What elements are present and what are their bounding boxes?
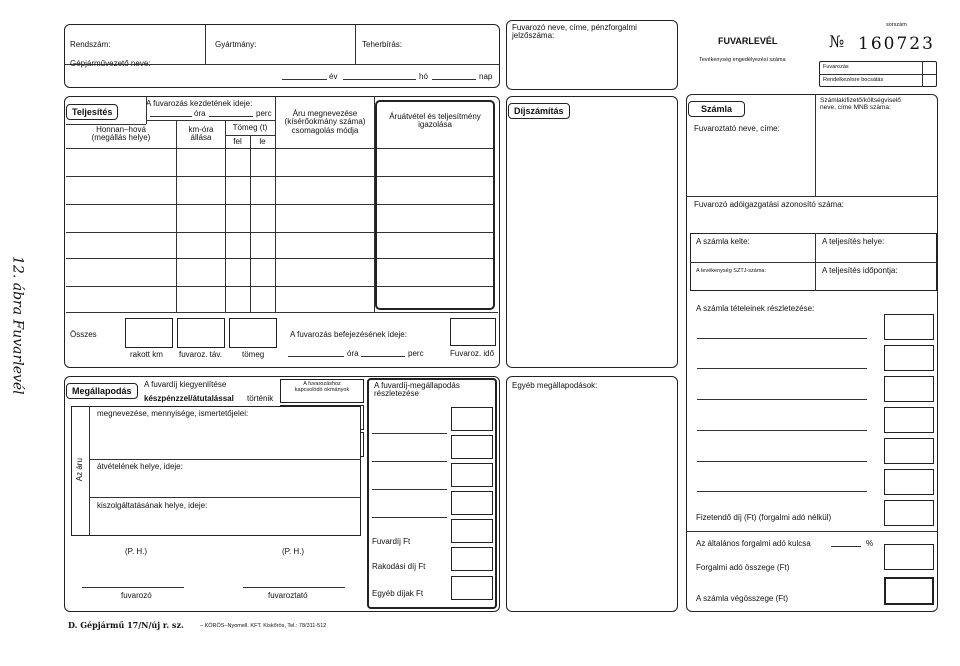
end-time-label: A fuvarozás befejezésének ideje: bbox=[290, 330, 407, 339]
reszl-box-3 bbox=[451, 463, 493, 487]
doc-title: FUVARLEVÉL bbox=[718, 36, 778, 46]
kelte-label: A számla kelte: bbox=[696, 237, 750, 246]
ho-label: hó bbox=[419, 72, 428, 81]
teljesites-helye-label: A teljesítés helye: bbox=[822, 237, 885, 246]
atvetel-box bbox=[375, 100, 495, 310]
license-label: Tevékenység engedélyezési száma bbox=[699, 57, 786, 63]
tetel-box-4 bbox=[884, 407, 934, 433]
footer-printer: – KÖRÖS–Nyomell. KFT. Kiskőrös, Tel.: 78/311-512 bbox=[200, 623, 327, 629]
carrier-label: Fuvarozó neve, címe, pénzforgalmi jelzőszáma: bbox=[512, 23, 637, 41]
teljesites-title: Teljesítés bbox=[66, 104, 118, 120]
rakodasi-box bbox=[451, 547, 493, 571]
tomeg-header: Tömeg (t) bbox=[232, 123, 268, 132]
vegosszeg-label: A számla végösszege (Ft) bbox=[696, 594, 789, 603]
fel-header: fel bbox=[233, 137, 242, 146]
honnan-header: Honnan–hová (megállás helye) bbox=[91, 125, 151, 143]
ev-label: év bbox=[329, 72, 338, 81]
rakott-km-label: rakott km bbox=[130, 350, 163, 359]
kiegyenlites-label: A fuvardíj kiegyenlítése bbox=[144, 380, 227, 389]
tetel-box-5 bbox=[884, 438, 934, 464]
aru-header: Áru megnevezése (kísérőokmány száma) csomagolás módja bbox=[284, 109, 366, 135]
teherbiras-label: Teherbírás: bbox=[362, 40, 403, 49]
start-ora: óra bbox=[194, 109, 206, 118]
fuvaroztato-signature: fuvaroztató bbox=[268, 591, 308, 600]
number-symbol: № bbox=[829, 32, 845, 51]
kiszolgaltatas-label: kiszolgáltatásának helye, ideje: bbox=[97, 501, 208, 510]
fizetendo-box bbox=[884, 500, 934, 526]
afa-pct: % bbox=[866, 539, 874, 548]
tortenik-label: történik bbox=[247, 394, 274, 403]
egyeb-box bbox=[506, 376, 678, 612]
document-number: 160723 bbox=[858, 34, 935, 54]
tetel-box-6 bbox=[884, 469, 934, 495]
le-header: le bbox=[259, 137, 266, 146]
teljesites-idopont-label: A teljesítés időpontja: bbox=[822, 266, 898, 275]
tetel-box-3 bbox=[884, 376, 934, 402]
fuvarozas-option: Fuvarozás bbox=[823, 64, 849, 70]
rendszam-label: Rendszám: bbox=[70, 40, 111, 49]
reszletezes-label: A fuvardíj-megállapodás részletezése bbox=[374, 381, 460, 399]
side-caption: 12. ábra Fuvarlevél bbox=[9, 256, 26, 395]
atvetel-header: Áruátvétel és teljesítmény igazolása bbox=[389, 112, 481, 130]
afa-kulcs-box bbox=[884, 544, 934, 570]
fuvarozo-signature: fuvarozó bbox=[121, 591, 152, 600]
egyeb-title: Egyéb megállapodások: bbox=[512, 381, 598, 390]
gyartmany-label: Gyártmány: bbox=[215, 40, 257, 49]
fuvaroz-ido-box bbox=[450, 318, 496, 346]
afa-osszeg-label: Forgalmi adó összege (Ft) bbox=[696, 563, 790, 572]
fuvaroz-tav-box bbox=[177, 318, 225, 348]
end-perc: perc bbox=[408, 349, 424, 358]
sztj-label: A tevékenység SZTJ-száma: bbox=[696, 268, 766, 274]
osszes-label: Összes bbox=[70, 330, 97, 339]
reszl-box-1 bbox=[451, 407, 493, 431]
rakott-km-box bbox=[125, 318, 173, 348]
dijszamitas-box bbox=[506, 96, 678, 368]
ph-left: (P. H.) bbox=[125, 547, 148, 556]
dijszamitas-title: Díjszámítás bbox=[508, 103, 570, 119]
start-time-label: A fuvarozás kezdetének ideje: bbox=[146, 99, 253, 108]
adoazonosito-label: Fuvarozó adóigazgatási azonosító száma: bbox=[694, 200, 844, 209]
rendelkezesre-option: Rendelkezésre bocsátás bbox=[823, 77, 884, 83]
kmora-header: km-óra állása bbox=[188, 125, 214, 143]
tomeg-label: tömeg bbox=[242, 350, 265, 359]
szamlakifizeto-label: Számlakifizető/költségviselő neve, címe MNB száma: bbox=[820, 97, 901, 111]
szamla-title: Számla bbox=[688, 101, 745, 117]
okmanyok-label: A fuvarozáshoz kapcsolódó okmányok bbox=[294, 381, 350, 393]
fizetendo-label: Fizetendő díj (Ft) (forgalmi adó nélkül) bbox=[696, 513, 832, 522]
atvetel-label: átvételének helye, ideje: bbox=[97, 462, 183, 471]
aru-vertical-label: Az áru bbox=[74, 458, 84, 482]
fuvaroz-tav-label: fuvaroz. táv. bbox=[179, 350, 222, 359]
megallapodas-title: Megállapodás bbox=[66, 383, 138, 399]
fuvaroztato-label: Fuvaroztató neve, címe: bbox=[694, 124, 780, 133]
megnevezes-label: megnevezése, mennyisége, ismertetőjelei: bbox=[97, 409, 249, 418]
fuvardij-label: Fuvardíj Ft bbox=[372, 537, 411, 546]
footer-code: D. Gépjármű 17/N/új r. sz. bbox=[68, 620, 184, 630]
ph-right: (P. H.) bbox=[282, 547, 305, 556]
fuvardij-box bbox=[451, 519, 493, 543]
afa-kulcs-label: Az általános forgalmi adó kulcsa bbox=[696, 539, 811, 548]
tetelek-label: A számla tételeinek részletezése: bbox=[696, 304, 815, 313]
reszl-box-2 bbox=[451, 435, 493, 459]
reszl-box-4 bbox=[451, 491, 493, 515]
driver-label: Gépjárművezető neve: bbox=[70, 59, 151, 68]
start-perc: perc bbox=[256, 109, 272, 118]
tetel-box-1 bbox=[884, 314, 934, 340]
end-ora: óra bbox=[347, 349, 359, 358]
rakodasi-label: Rakodási díj Ft bbox=[372, 562, 426, 571]
fuvaroz-ido-label: Fuvaroz. idő bbox=[450, 349, 495, 358]
vegosszeg-box bbox=[884, 577, 934, 605]
nap-label: nap bbox=[479, 72, 493, 81]
keszpenz-label: készpénzzel/átutalással bbox=[144, 394, 234, 403]
tomeg-box bbox=[229, 318, 277, 348]
tetel-box-2 bbox=[884, 345, 934, 371]
egyeb-dijak-box bbox=[451, 576, 493, 600]
sorszam-label: sorszám bbox=[886, 22, 907, 28]
egyeb-dijak-label: Egyéb díjak Ft bbox=[372, 589, 424, 598]
